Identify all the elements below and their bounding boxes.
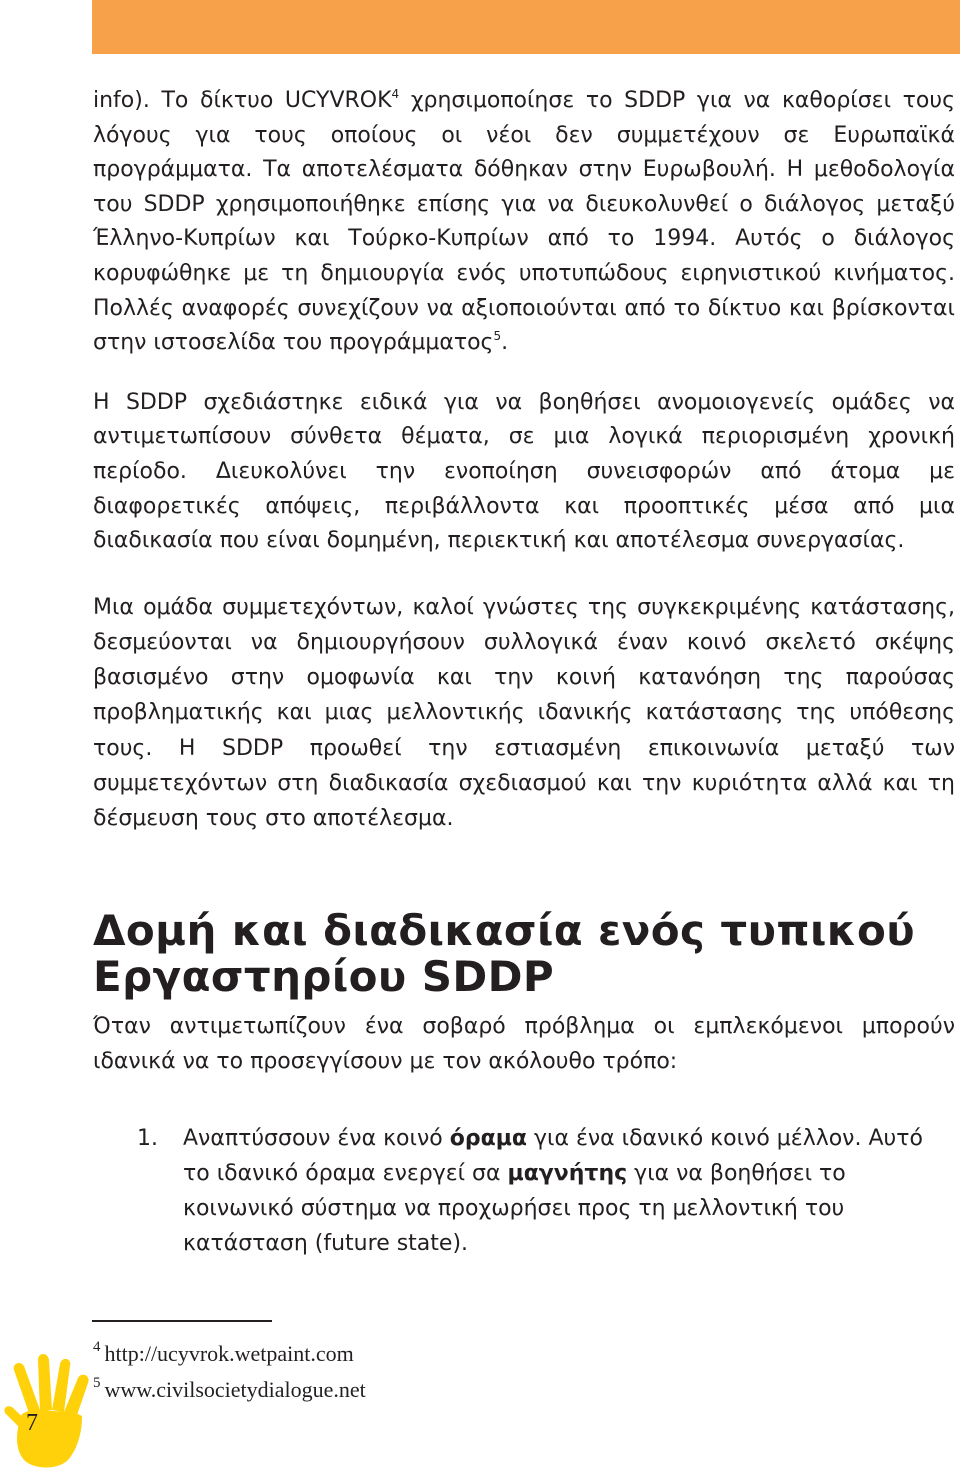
emphasis-vision: όραμα: [449, 1126, 527, 1152]
list-text-part: Αναπτύσσουν ένα κοινό: [183, 1126, 450, 1152]
footnote-ref-5[interactable]: 5: [493, 329, 502, 344]
list-text-part: για να βοηθήσει το κοινωνικό σύστημα να προχωρήσει προς τη μελλοντική του κατάσταση (future state).: [183, 1161, 846, 1257]
footnote-number: 4: [93, 1339, 101, 1355]
footnote-link[interactable]: http://ucyvrok.wetpaint.com: [104, 1341, 354, 1366]
section-heading-line2: Εργαστηρίου SDDP: [93, 952, 555, 1002]
paragraph-text: .: [501, 330, 509, 356]
list-item-text: [183, 1126, 923, 1256]
intro-paragraph: Όταν αντιμετωπίζουν ένα σοβαρό πρόβλημα οι εμπλεκόμενοι μπορούν ιδανικά να το προσεγγίσουν με τον ακόλουθο τρόπο:: [93, 1014, 955, 1074]
list-item: [93, 1121, 955, 1261]
page-content: [93, 84, 955, 1261]
paragraph-sddp-design: Η SDDP σχεδιάστηκε ειδικά για να βοηθήσει ανομοιογενείς ομάδες να αντιμετωπίσουν σύνθετα θέματα, σε μια λογικά περιορισμένη χρονική περίοδο. Διευκολύνει την ενοποίηση συνεισφορών από άτομα με διαφορετικές απόψεις, περιβάλλοντα και προοπτικές μέσα από μια διαδικασία που είναι δομημένη, περιεκτική και αποτέλεσμα συνεργασίας.: [93, 389, 955, 554]
emphasis-magnet: μαγνήτης: [507, 1161, 628, 1187]
hand-icon: [2, 1352, 94, 1468]
list-text-part: για ένα ιδανικό κοινό μέλλον. Αυτό το ιδανικό όραμα ενεργεί σα: [183, 1126, 923, 1187]
paragraph-participants: Μια ομάδα συμμετεχόντων, καλοί γνώστες της συγκεκριμένης κατάστασης, δεσμεύονται να δημιουργήσουν συλλογικά έναν κοινό σκελετό σκέψης βασισμένο στην ομοφωνία και την κοινή κατανόηση της παρούσας προβληματικής και μιας μελλοντικής ιδανικής κατάστασης της υπόθεσης τους. Η SDDP προωθεί την εστιασμένη επικοινωνία μεταξύ των συμμετεχόντων στη διαδικασία σχεδιασμού και την κυριότητα αλλά και τη δέσμευση τους στο αποτέλεσμα.: [93, 594, 955, 831]
footnote-5: [93, 1370, 366, 1403]
footnote-divider: [92, 1320, 272, 1322]
list-item-number: 1.: [137, 1126, 158, 1152]
paragraph-network-usage: [93, 84, 955, 361]
section-heading-line1: Δομή και διαδικασία ενός τυπικού: [93, 906, 915, 956]
footnote-ref-4[interactable]: 4: [391, 87, 400, 101]
section-heading: [93, 908, 955, 1000]
top-accent-bar: [92, 0, 960, 54]
page-number: 7: [26, 1410, 38, 1436]
paragraph-text: info). Το δίκτυο UCYVROK: [93, 88, 392, 113]
footnote-4: [93, 1334, 354, 1367]
footnote-link[interactable]: www.civilsocietydialogue.net: [104, 1377, 366, 1402]
paragraph-text: χρησιμοποίησε το SDDP για να καθορίσει τους λόγους για τους οποίους οι νέοι δεν συμμετέχουν σε Ευρωπαϊκά προγράμματα. Τα αποτελέσματα δόθηκαν στην Ευρωβουλή. Η μεθοδολογία του SDDP χρησιμοποιήθηκε επίσης για να διευκολυνθεί ο διάλογος μεταξύ Έλληνο-Κυπρίων και Τούρκο-Κυπρίων από το 1994. Αυτός ο διάλογος κορυφώθηκε με τη δημιουργία ενός υποτυπώδους ειρηνιστικού κινήματος. Πολλές αναφορές συνεχίζουν να αξιοποιούνται από το δίκτυο και βρίσκονται στην ιστοσελίδα του προγράμματος: [93, 88, 955, 356]
footnote-number: 5: [93, 1375, 101, 1391]
